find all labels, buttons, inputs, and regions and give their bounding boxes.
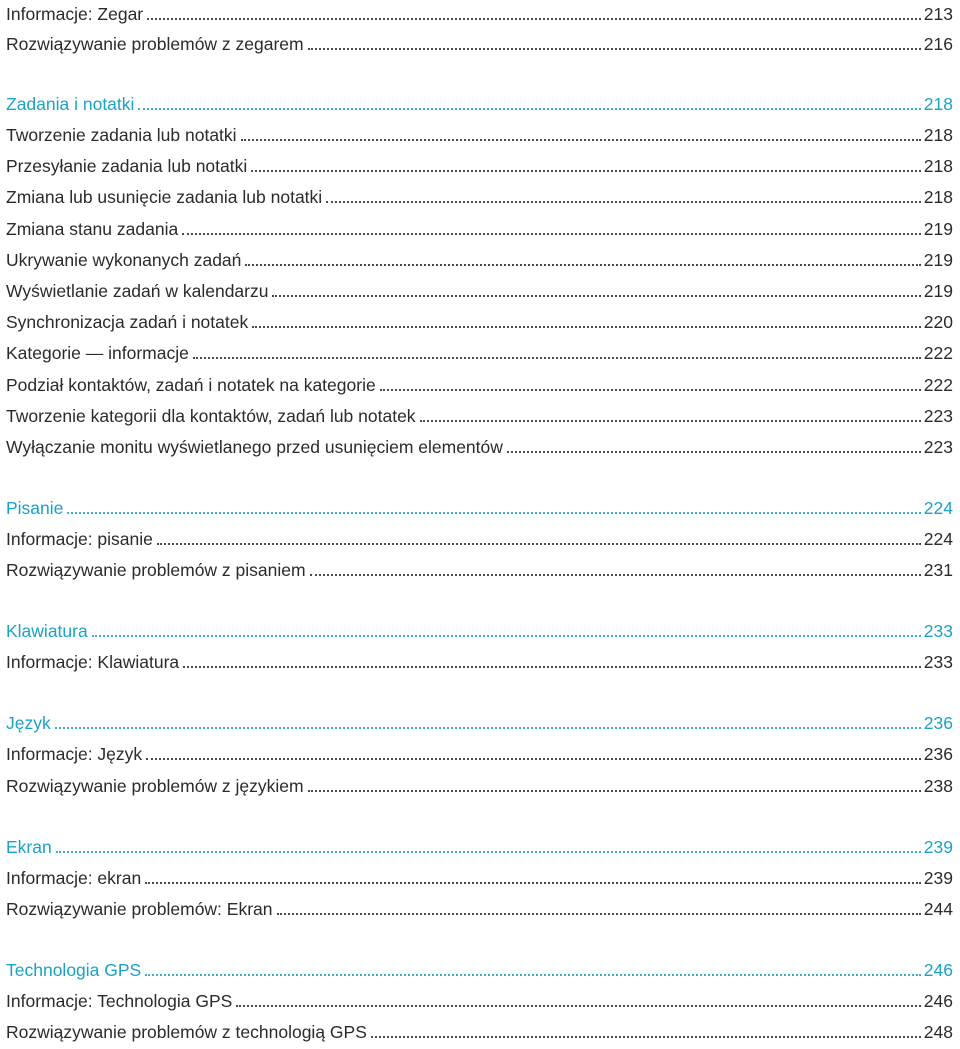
page-number: 244 xyxy=(923,899,953,919)
dot-leader xyxy=(251,166,921,172)
entry-title: Pisanie xyxy=(6,498,64,518)
entry-title: Przesyłanie zadania lub notatki xyxy=(6,156,248,176)
page-number: 224 xyxy=(923,498,953,518)
entry-title: Klawiatura xyxy=(6,621,88,641)
page-number: 216 xyxy=(923,34,953,54)
dot-leader xyxy=(371,1032,921,1038)
dot-leader xyxy=(507,447,921,453)
toc-entry[interactable] xyxy=(6,183,953,211)
page-number: 222 xyxy=(923,343,953,363)
entry-title: Rozwiązywanie problemów z pisaniem xyxy=(6,560,306,580)
toc-entry[interactable] xyxy=(6,864,953,892)
page-number: 218 xyxy=(923,187,953,207)
page-number: 236 xyxy=(923,744,953,764)
toc-section-entry[interactable] xyxy=(6,833,953,861)
dot-leader xyxy=(420,416,921,422)
toc-entry[interactable] xyxy=(6,308,953,336)
page-number: 219 xyxy=(923,219,953,239)
page-number: 246 xyxy=(923,960,953,980)
dot-leader xyxy=(92,631,921,637)
page-number: 233 xyxy=(923,621,953,641)
toc-entry[interactable] xyxy=(6,740,953,768)
page-number: 219 xyxy=(923,281,953,301)
entry-title: Zmiana lub usunięcie zadania lub notatki xyxy=(6,187,323,207)
entry-title: Rozwiązywanie problemów z zegarem xyxy=(6,34,304,54)
page-number: 231 xyxy=(923,560,953,580)
page-number: 222 xyxy=(923,375,953,395)
entry-title: Podział kontaktów, zadań i notatek na kategorie xyxy=(6,375,376,395)
page-number: 218 xyxy=(923,156,953,176)
dot-leader xyxy=(145,878,921,884)
toc-entry[interactable] xyxy=(6,987,953,1015)
dot-leader xyxy=(145,970,921,976)
entry-title: Ukrywanie wykonanych zadań xyxy=(6,250,242,270)
entry-title: Informacje: Technologia GPS xyxy=(6,991,233,1011)
dot-leader xyxy=(193,353,921,359)
toc-entry[interactable] xyxy=(6,525,953,553)
dot-leader xyxy=(252,322,921,328)
toc-section-entry[interactable] xyxy=(6,956,953,984)
page-number: 246 xyxy=(923,991,953,1011)
page-number: 223 xyxy=(923,437,953,457)
dot-leader xyxy=(245,260,920,266)
dot-leader xyxy=(272,291,920,297)
dot-leader xyxy=(308,44,921,50)
page-number: 238 xyxy=(923,776,953,796)
dot-leader xyxy=(241,135,921,141)
entry-title: Rozwiązywanie problemów z językiem xyxy=(6,776,304,796)
toc-entry[interactable] xyxy=(6,339,953,367)
toc-entry[interactable] xyxy=(6,772,953,800)
dot-leader xyxy=(146,754,921,760)
page-number: 218 xyxy=(923,125,953,145)
page-number: 236 xyxy=(923,713,953,733)
toc-section-entry[interactable] xyxy=(6,494,953,522)
entry-title: Informacje: pisanie xyxy=(6,529,153,549)
dot-leader xyxy=(157,539,921,545)
page-number: 220 xyxy=(923,312,953,332)
dot-leader xyxy=(310,570,921,576)
entry-title: Wyłączanie monitu wyświetlanego przed usunięciem elementów xyxy=(6,437,503,457)
dot-leader xyxy=(182,229,921,235)
dot-leader xyxy=(326,197,921,203)
toc-entry[interactable] xyxy=(6,215,953,243)
entry-title: Informacje: Klawiatura xyxy=(6,652,180,672)
toc-entry[interactable] xyxy=(6,895,953,923)
toc-entry[interactable] xyxy=(6,402,953,430)
toc-entry[interactable] xyxy=(6,30,953,58)
toc-section-entry[interactable] xyxy=(6,709,953,737)
dot-leader xyxy=(67,508,920,514)
entry-title: Rozwiązywanie problemów z technologią GPS xyxy=(6,1022,367,1042)
dot-leader xyxy=(236,1001,920,1007)
entry-title: Wyświetlanie zadań w kalendarzu xyxy=(6,281,269,301)
entry-title: Ekran xyxy=(6,837,52,857)
page-number: 233 xyxy=(923,652,953,672)
toc-section-entry[interactable] xyxy=(6,90,953,118)
entry-title: Rozwiązywanie problemów: Ekran xyxy=(6,899,273,919)
toc-entry[interactable] xyxy=(6,152,953,180)
toc-entry[interactable] xyxy=(6,246,953,274)
entry-title: Tworzenie zadania lub notatki xyxy=(6,125,237,145)
entry-title: Informacje: Zegar xyxy=(6,4,144,24)
toc-entry[interactable] xyxy=(6,0,953,28)
dot-leader xyxy=(380,385,921,391)
entry-title: Kategorie — informacje xyxy=(6,343,189,363)
page-number: 239 xyxy=(923,837,953,857)
dot-leader xyxy=(308,786,921,792)
toc-entry[interactable] xyxy=(6,121,953,149)
entry-title: Tworzenie kategorii dla kontaktów, zadań lub notatek xyxy=(6,406,416,426)
entry-title: Technologia GPS xyxy=(6,960,142,980)
toc-entry[interactable] xyxy=(6,648,953,676)
entry-title: Informacje: Język xyxy=(6,744,143,764)
dot-leader xyxy=(183,662,921,668)
toc-entry[interactable] xyxy=(6,371,953,399)
page-number: 219 xyxy=(923,250,953,270)
entry-title: Zadania i notatki xyxy=(6,94,135,114)
page-number: 239 xyxy=(923,868,953,888)
page-number: 223 xyxy=(923,406,953,426)
toc-entry[interactable] xyxy=(6,277,953,305)
toc-section-entry[interactable] xyxy=(6,617,953,645)
entry-title: Zmiana stanu zadania xyxy=(6,219,179,239)
page-number: 218 xyxy=(923,94,953,114)
toc-entry[interactable] xyxy=(6,433,953,461)
dot-leader xyxy=(55,723,921,729)
page-number: 224 xyxy=(923,529,953,549)
entry-title: Synchronizacja zadań i notatek xyxy=(6,312,249,332)
entry-title: Język xyxy=(6,713,51,733)
toc-entry[interactable] xyxy=(6,556,953,584)
toc-entry[interactable] xyxy=(6,1018,953,1046)
page-number: 248 xyxy=(923,1022,953,1042)
entry-title: Informacje: ekran xyxy=(6,868,142,888)
page-number: 213 xyxy=(923,4,953,24)
dot-leader xyxy=(147,14,921,20)
dot-leader xyxy=(56,847,921,853)
dot-leader xyxy=(138,104,920,110)
dot-leader xyxy=(277,909,921,915)
